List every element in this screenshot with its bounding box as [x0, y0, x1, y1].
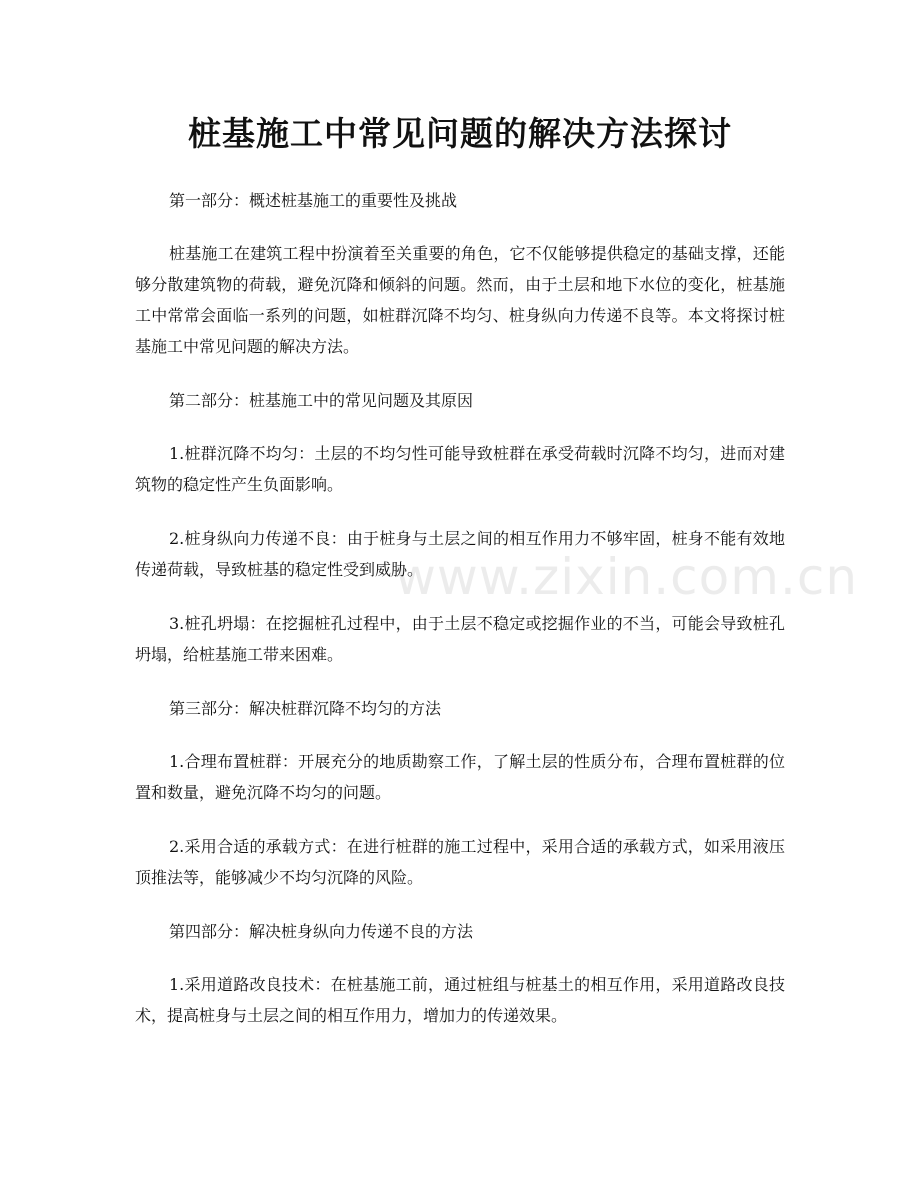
paragraph-solution-2: 2.采用合适的承载方式：在进行桩群的施工过程中，采用合适的承载方式，如采用液压顶推法等，能够减少不均匀沉降的风险。	[135, 837, 785, 887]
section-heading-2: 第二部分：桩基施工中的常见问题及其原因	[169, 391, 474, 410]
paragraph-solution-3: 1.采用道路改良技术：在桩基施工前，通过桩组与桩基土的相互作用，采用道路改良技术，提高桩身与土层之间的相互作用力，增加力的传递效果。	[135, 975, 785, 1025]
paragraph-problem-1: 1.桩群沉降不均匀：土层的不均匀性可能导致桩群在承受荷载时沉降不均匀，进而对建筑物的稳定性产生负面影响。	[135, 444, 785, 494]
paragraph-intro: 桩基施工在建筑工程中扮演着至关重要的角色，它不仅能够提供稳定的基础支撑，还能够分散建筑物的荷载，避免沉降和倾斜的问题。然而，由于土层和地下水位的变化，桩基施工中常常会面临一系列的问题，如桩群沉降不均匀、桩身纵向力传递不良等。本文将探讨桩基施工中常见问题的解决方法。	[135, 244, 785, 356]
watermark: www.zixin.com.cn	[395, 548, 859, 606]
section-heading-1: 第一部分：概述桩基施工的重要性及挑战	[169, 191, 458, 210]
document-body	[135, 185, 785, 1054]
section-heading-3: 第三部分：解决桩群沉降不均匀的方法	[169, 699, 442, 718]
document-title: 桩基施工中常见问题的解决方法探讨	[188, 114, 732, 153]
paragraph-solution-1: 1.合理布置桩群：开展充分的地质勘察工作，了解土层的性质分布，合理布置桩群的位置和数量，避免沉降不均匀的问题。	[135, 752, 785, 802]
paragraph-problem-2: 2.桩身纵向力传递不良：由于桩身与土层之间的相互作用力不够牢固，桩身不能有效地传递荷载，导致桩基的稳定性受到威胁。	[135, 529, 785, 579]
paragraph-problem-3: 3.桩孔坍塌：在挖掘桩孔过程中，由于土层不稳定或挖掘作业的不当，可能会导致桩孔坍塌，给桩基施工带来困难。	[135, 614, 785, 664]
section-heading-4: 第四部分：解决桩身纵向力传递不良的方法	[169, 922, 474, 941]
